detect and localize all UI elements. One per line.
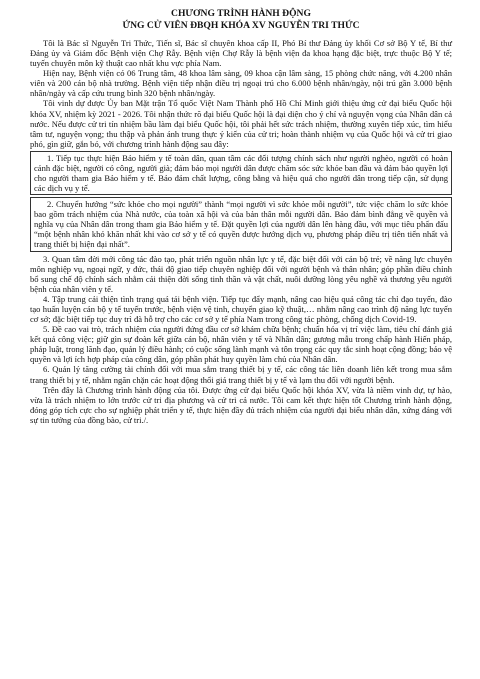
action-list — [30, 151, 452, 385]
document-subtitle: ỨNG CỬ VIÊN ĐBQH KHÓA XV NGUYỄN TRI THỨC — [122, 19, 360, 31]
intro-paragraph: Hiện nay, Bệnh viện có 06 Trung tâm, 48 khoa lâm sàng, 09 khoa cận lâm sàng, 15 phòng chức năng, với 4.200 nhân viên và 200 cán bộ nhà trường. Bệnh viện tiếp nhận điều trị ngoại trú cho 6.000 bệnh nhân/ngày, nội trú gần 3.000 bệnh nhân/ngày và cấp cứu trung bình 320 bệnh nhân/ngày. — [30, 68, 452, 99]
action-item: 6. Quản lý tăng cường tài chính đối với mua sắm trang thiết bị y tế, các công tác liên doanh liên kết trong mua sắm trang thiết bị y tế, nhằm ngăn chặn các hoạt động thổi giá trang thiết bị y tế và lạm thu đối với người bệnh. — [30, 364, 452, 385]
action-item: 5. Đề cao vai trò, trách nhiệm của người đứng đầu cơ sở khám chữa bệnh; chuẩn hóa vị trí việc làm, tiêu chí đánh giá kết quả công việc; giữ gìn sự đoàn kết giữa cán bộ, nhân viên y tế và Nhân dân; gương mẫu trong chấp hành Hiến pháp, pháp luật, trong lãnh đạo, quản lý điều hành; có cuộc sống lành mạnh và tôn trọng các quy tắc sinh hoạt cộng đồng; bảo vệ quyền và lợi ích hợp pháp của công dân, góp phần phát huy quyền làm chủ của Nhân dân. — [30, 324, 452, 365]
document-title: CHƯƠNG TRÌNH HÀNH ĐỘNG — [171, 8, 311, 19]
closing-paragraph: Trên đây là Chương trình hành động của tôi. Được ứng cử đại biểu Quốc hội khóa XV, vừa là niềm vinh dự, tự hào, vừa là trách nhiệm to lớn trước cử tri địa phương và cử tri cả nước. Tôi cam kết thực hiện tốt Chương trình hành động, đóng góp tích cực cho sự nghiệp phát triển y tế, thực hiện đầy đủ trách nhiệm của người đại biểu nhân dân, xứng đáng với sự tin tưởng của đồng bào, cử tri./. — [30, 384, 452, 425]
action-item: 4. Tập trung cải thiện tình trạng quá tải bệnh viện. Tiếp tục đẩy mạnh, nâng cao hiệu quả công tác chỉ đạo tuyến, đào tạo huấn luyện cán bộ y tế tuyến trước, bệnh viện vệ tinh, chuyển giao kỹ thuật,… nhằm nâng cao trình độ năng lực tuyến cơ sở; đặc biệt tiếp tục duy trì đà hỗ trợ cho các cơ sở y tế phía Nam trong công tác phòng, chống dịch Covid-19. — [30, 293, 452, 325]
action-item: 1. Tiếp tục thực hiện Bảo hiểm y tế toàn dân, quan tâm các đối tượng chính sách như người nghèo, người có hoàn cảnh đặc biệt, người có công, người già; đảm bảo mọi người dân được chăm sóc sức khỏe ban đầu và đảm bảo quyền lợi cho người tham gia Bảo hiểm y tế. Bảo đảm chất lượng, công bằng và hiệu quả cho người dân trong tiếp cận, sử dụng các dịch vụ y tế. — [30, 151, 452, 195]
action-item: 3. Quan tâm đời mới công tác đào tạo, phát triển nguồn nhân lực y tế, đặc biệt đối với cán bộ trẻ; về năng lực chuyên môn nghiệp vụ, ngoại ngữ, y đức, thái độ giao tiếp chuyên nghiệp đối với người bệnh và thân nhân; góp phần điều chỉnh bổ sung chế độ chính sách nhằm cải thiện đời sống tinh thần và vật chất, nuôi dưỡng lòng yêu nghề và thương yêu người bệnh của nhân viên y tế. — [30, 253, 452, 294]
action-item: 2. Chuyển hướng “sức khỏe cho mọi người” thành “mọi người vì sức khỏe mỗi người”, tức việc chăm lo sức khỏe bao gồm trách nhiệm của Nhà nước, của toàn xã hội và của bản thân mỗi người dân. Bảo đảm bình đẳng về quyền và nghĩa vụ của Nhân dân trong tham gia Bảo hiểm y tế. Đặt quyền lợi của người dân lên hàng đầu, với mục tiêu phấn đấu “một bệnh nhân khó khăn nhất khi vào cơ sở y tế có quyền được hướng dịch vụ, phương pháp điều trị tiên tiến nhất và trang thiết bị hiện đại nhất”. — [30, 197, 452, 251]
intro-paragraph: Tôi vinh dự được Ủy ban Mặt trận Tổ quốc Việt Nam Thành phố Hồ Chí Minh giới thiệu ứng cử đại biểu Quốc hội khóa XV, nhiệm kỳ 2021 - 2026. Tôi nhận thức rõ đại biểu Quốc hội là đại diện cho ý chí và nguyện vọng của Nhân dân cả nước. Nếu được cử tri tín nhiệm bầu làm đại biểu Quốc hội, tôi phải hết sức trách nhiệm, thường xuyên tiếp xúc, tìm hiểu tâm tư, nguyện vọng; thu thập và phản ánh trung thực ý kiến của cử tri; hoàn thành nhiệm vụ của Quốc hội và cử tri giao phó, gìn giữ, gắn bó, với chương trình hành động sau đây: — [30, 98, 452, 149]
intro-paragraph: Tôi là Bác sĩ Nguyễn Tri Thức, Tiến sĩ, Bác sĩ chuyên khoa cấp II, Phó Bí thư Đảng ủy khối Cơ sở Bộ Y tế, Bí thư Đảng ủy và Giám đốc Bệnh viện Chợ Rẫy. Bệnh viện Chợ Rẫy là bệnh viện đa khoa hạng đặc biệt, trực thuộc Bộ Y tế; tuyến chuyên môn kỹ thuật cao nhất khu vực phía Nam. — [30, 38, 452, 69]
